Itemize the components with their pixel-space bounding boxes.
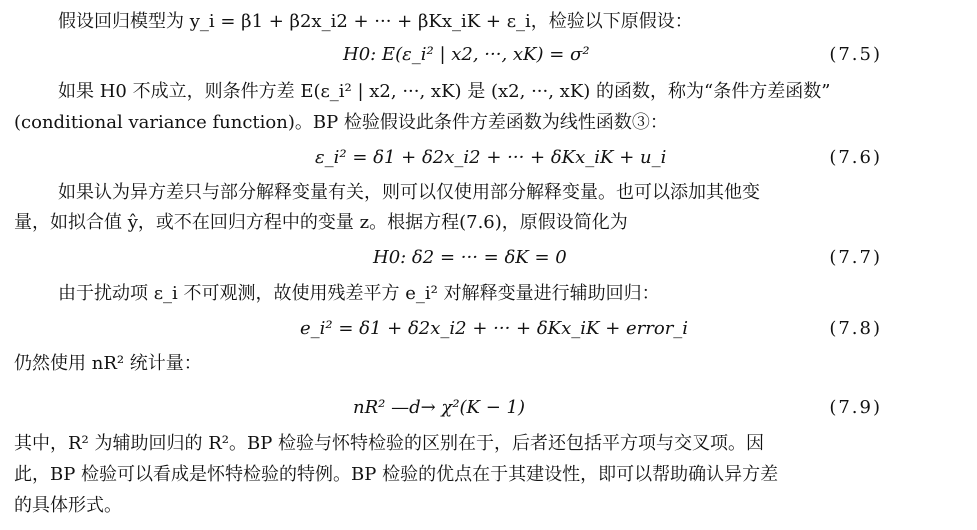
text-line-1: 假设回归模型为 y_i = β1 + β2x_i2 + ··· + βKx_iK + ε_i，检验以下原假设：	[58, 11, 693, 32]
text-line-2: 如果 H0 不成立，则条件方差 E(ε_i² | x2, ···, xK) 是 (x2, ···, xK) 的函数，称为“条件方差函数”	[58, 81, 831, 102]
text-line-4: 如果认为异方差只与部分解释变量有关，则可以仅使用部分解释变量。也可以添加其他变	[58, 182, 760, 203]
equation-7-8: e_i² = δ1 + δ2x_i2 + ··· + δKx_iK + error_i	[300, 318, 689, 339]
text-line-8: 其中，R² 为辅助回归的 R²。BP 检验与怀特检验的区别在于，后者还包括平方项与交叉项。因	[14, 433, 765, 454]
text-line-6: 由于扰动项 ε_i 不可观测，故使用残差平方 e_i² 对解释变量进行辅助回归：	[58, 283, 660, 304]
text-line-10: 的具体形式。	[14, 495, 122, 516]
text-line-9: 此，BP 检验可以看成是怀特检验的特例。BP 检验的优点在于其建设性，即可以帮助确认异方差	[14, 464, 779, 485]
equation-7-7: H0: δ2 = ··· = δK = 0	[373, 247, 567, 268]
text-line-5: 量，如拟合值 ŷ，或不在回归方程中的变量 z。根据方程(7.6)，原假设简化为	[14, 212, 628, 233]
equation-number-7-6: (7.6)	[829, 147, 882, 168]
equation-7-9: nR² —d→ χ²(K − 1)	[353, 397, 526, 418]
equation-number-7-7: (7.7)	[829, 247, 882, 268]
equation-number-7-9: (7.9)	[829, 397, 882, 418]
equation-7-6: ε_i² = δ1 + δ2x_i2 + ··· + δKx_iK + u_i	[315, 147, 667, 168]
equation-number-7-5: (7.5)	[829, 44, 882, 65]
text-line-3: (conditional variance function)。BP 检验假设此条件方差函数为线性函数③：	[14, 112, 668, 133]
equation-7-5: H0: E(ε_i² | x2, ···, xK) = σ²	[343, 44, 590, 65]
equation-number-7-8: (7.8)	[829, 318, 882, 339]
text-line-7: 仍然使用 nR² 统计量：	[14, 353, 202, 374]
